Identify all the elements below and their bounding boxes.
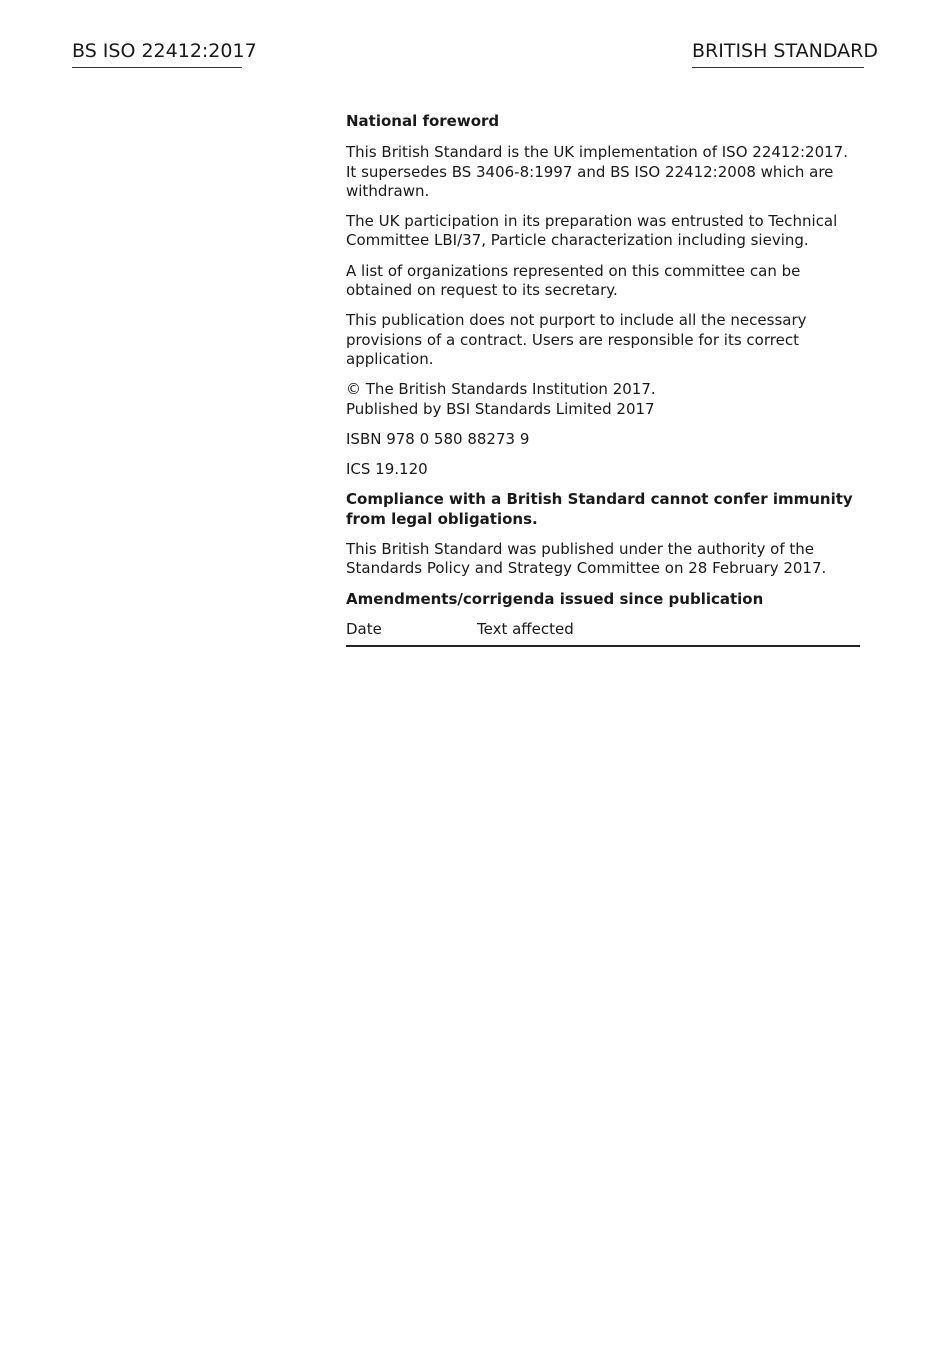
amendments-column-text-affected: Text affected [477, 619, 574, 638]
publisher-line: Published by BSI Standards Limited 2017 [346, 399, 655, 418]
compliance-statement: Compliance with a British Standard cannot confer immunity from legal obligations. [346, 490, 853, 528]
document-number-header: BS ISO 22412:2017 [72, 38, 242, 68]
amendments-column-date: Date [346, 619, 382, 638]
standard-type-header: BRITISH STANDARD [692, 38, 864, 68]
foreword-paragraph-committee: The UK participation in its preparation was entrusted to Technical Committee LBI/37, Particle characterization including sieving. [346, 212, 838, 250]
amendments-table-header [346, 620, 860, 647]
national-foreword-section [346, 112, 860, 647]
copyright-block [346, 380, 860, 419]
foreword-paragraph-implementation: This British Standard is the UK implementation of ISO 22412:2017. It supersedes BS 3406-8:1997 and BS ISO 22412:2008 which are withdrawn. [346, 143, 848, 200]
foreword-paragraph-organizations: A list of organizations represented on this committee can be obtained on request to its secretary. [346, 261, 801, 300]
foreword-title: National foreword [346, 112, 500, 130]
isbn-line: ISBN 978 0 580 88273 9 [346, 429, 530, 448]
copyright-line: © The British Standards Institution 2017. [346, 380, 656, 399]
ics-line: ICS 19.120 [346, 460, 428, 479]
authority-statement: This British Standard was published under the authority of the Standards Policy and Strategy Committee on 28 February 2017. [346, 540, 827, 578]
foreword-paragraph-contract: This publication does not purport to include all the necessary provisions of a contract. Users are responsible for its correct application. [346, 311, 807, 368]
amendments-heading: Amendments/corrigenda issued since publication [346, 589, 764, 608]
